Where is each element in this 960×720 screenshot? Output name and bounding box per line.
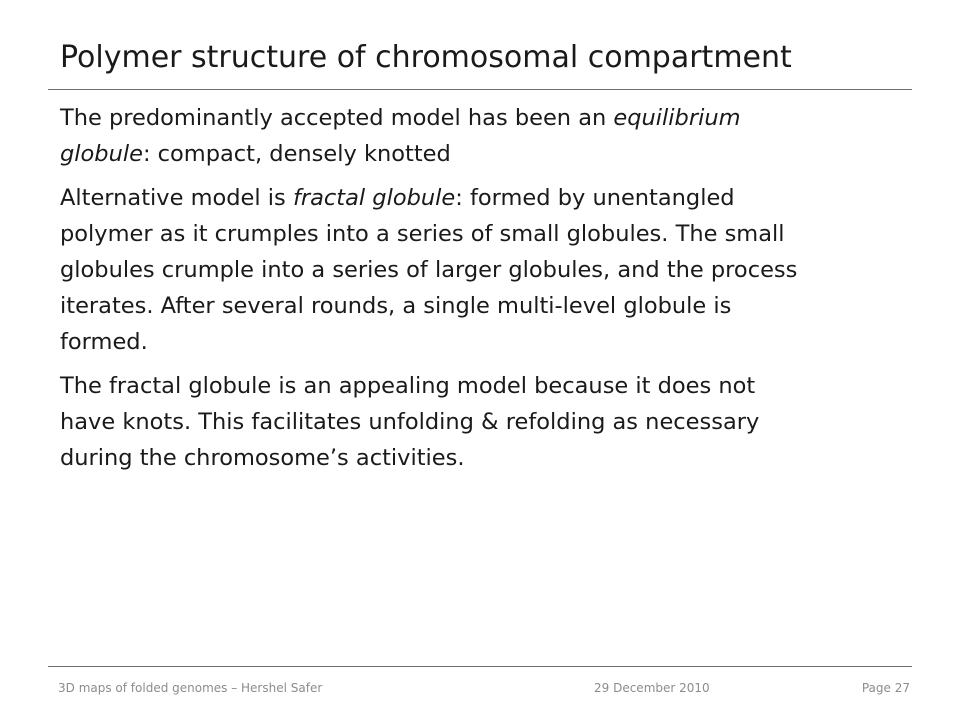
- text-line: during the chromosome’s activities.: [60, 445, 465, 471]
- text-line: The fractal globule is an appealing model because it does not: [60, 373, 756, 399]
- slide-body: [60, 100, 920, 484]
- text-line: have knots. This facilitates unfolding & refolding as necessary: [60, 409, 760, 435]
- text-line: globules crumple into a series of larger globules, and the process: [60, 257, 798, 283]
- emphasis-term: globule: [60, 141, 143, 167]
- title-divider: [48, 89, 912, 90]
- text-line: [60, 100, 920, 136]
- paragraph-appealing-model: [60, 368, 920, 476]
- paragraph-equilibrium-globule: [60, 100, 920, 172]
- text-line: [60, 180, 920, 216]
- text-line: formed.: [60, 329, 148, 355]
- emphasis-term: fractal globule: [292, 185, 456, 211]
- footer-presentation-title: 3D maps of folded genomes – Hershel Safer: [58, 681, 323, 695]
- paragraph-fractal-globule: [60, 180, 920, 360]
- text-line: iterates. After several rounds, a single multi-level globule is: [60, 293, 732, 319]
- footer-date: 29 December 2010: [594, 681, 710, 695]
- text-run: The predominantly accepted model has been an: [60, 105, 614, 131]
- text-run: : formed by unentangled: [455, 185, 735, 211]
- footer-page-number: Page 27: [861, 681, 910, 695]
- slide-title: Polymer structure of chromosomal compartment: [60, 40, 792, 75]
- text-line: polymer as it crumples into a series of small globules. The small: [60, 221, 785, 247]
- text-line: [60, 136, 920, 172]
- text-run: : compact, densely knotted: [142, 141, 451, 167]
- text-run: Alternative model is: [60, 185, 293, 211]
- footer-divider: [48, 666, 912, 667]
- emphasis-term: equilibrium: [613, 105, 741, 131]
